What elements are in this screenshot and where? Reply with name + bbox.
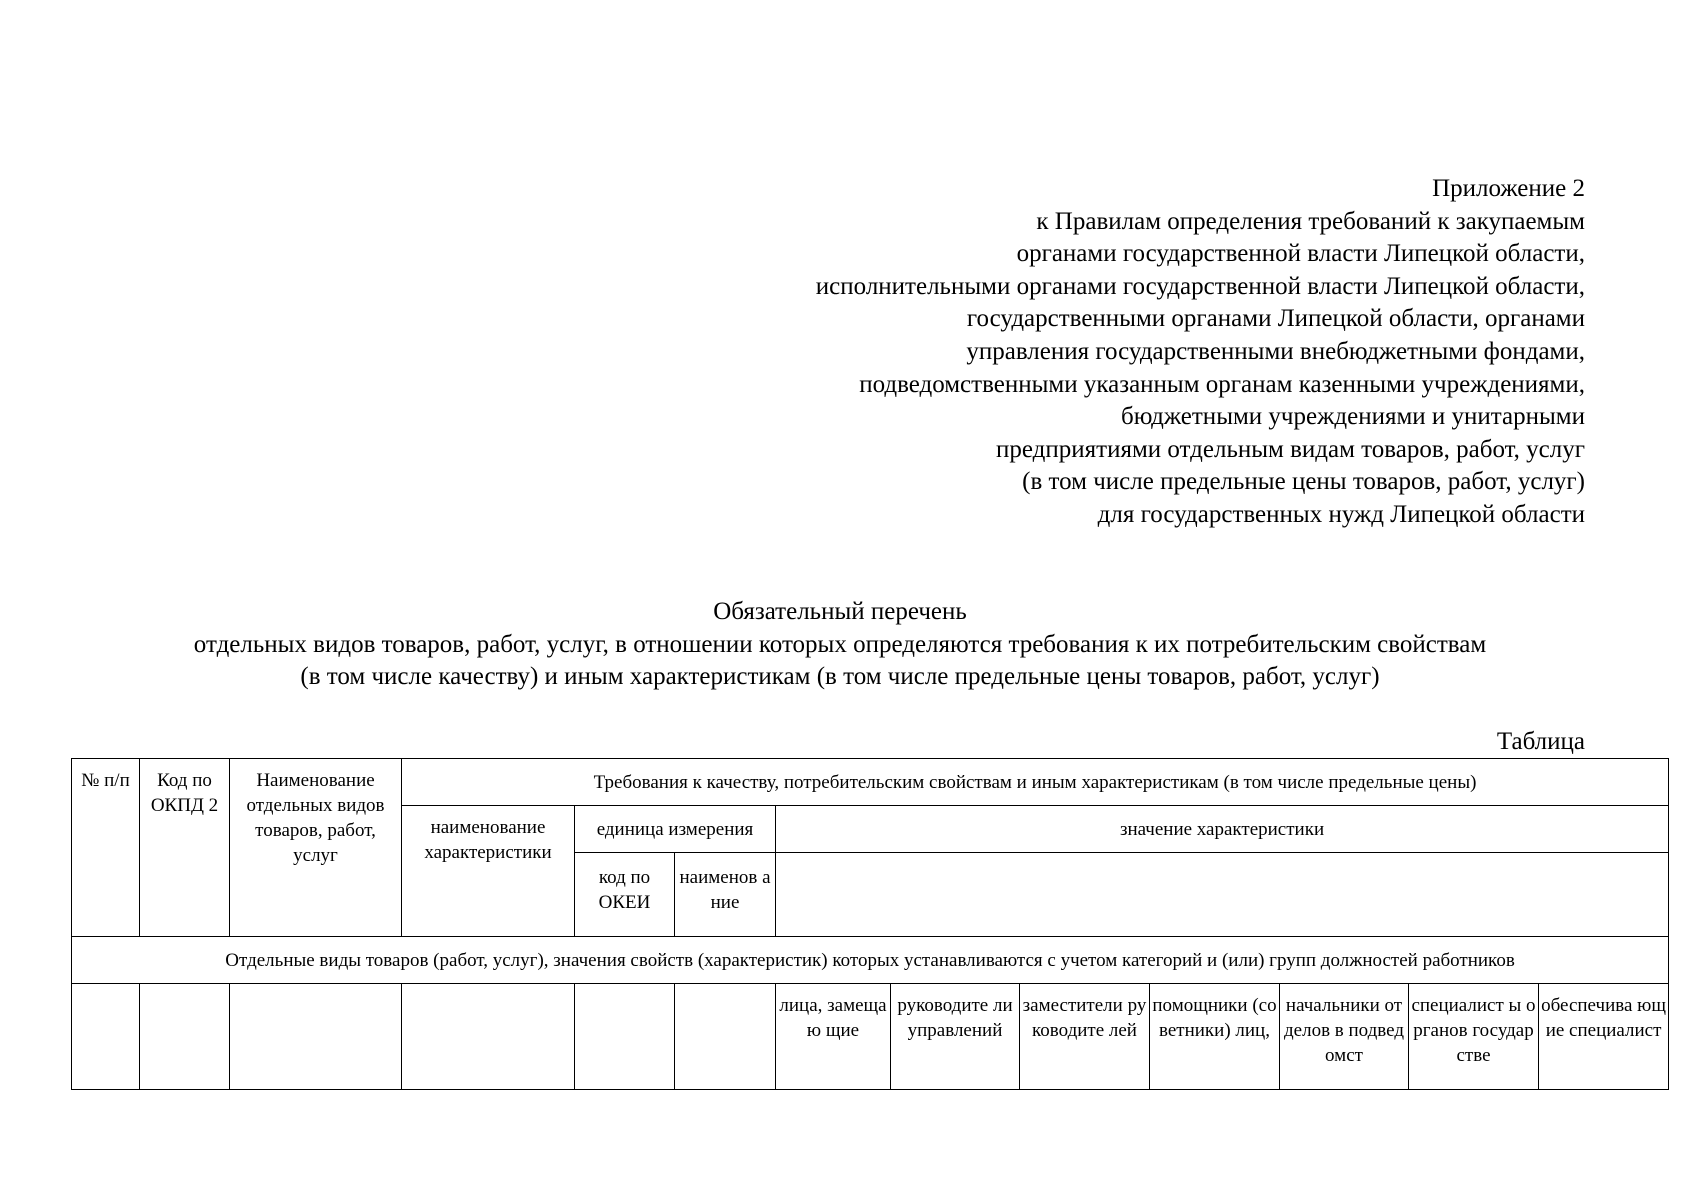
category-cell: заместители руководите лей (1020, 984, 1150, 1090)
requirements-table (71, 758, 1669, 1090)
appendix-header (816, 173, 1585, 532)
table-cell (72, 984, 140, 1090)
category-cell: руководите ли управлений (891, 984, 1020, 1090)
table-cell (575, 984, 675, 1090)
section-row-text: Отдельные виды товаров (работ, услуг), значения свойств (характеристик) которых устанавливаются с учетом категорий и (или) групп должностей работников (72, 937, 1669, 984)
table-cell (230, 984, 402, 1090)
table-row (72, 984, 1669, 1090)
header-unit: единица измерения (575, 806, 776, 853)
appendix-line: Приложение 2 (1432, 175, 1585, 202)
category-cell: специалист ы органов государстве (1409, 984, 1539, 1090)
header-characteristic-name: наименование характеристики (402, 806, 575, 937)
title-line: отдельных видов товаров, работ, услуг, в отношении которых определяются требования к их потребительским свойствам (193, 630, 1487, 658)
table-header-row (72, 759, 1669, 806)
table-cell (402, 984, 575, 1090)
appendix-line: для государственных нужд Липецкой области (1097, 500, 1585, 528)
appendix-line: исполнительными органами государственной власти Липецкой области, (815, 272, 1585, 300)
header-value-blank (776, 853, 1669, 937)
appendix-line: подведомственными указанным органам казенными учреждениями, (859, 370, 1585, 398)
document-title (0, 596, 1680, 694)
appendix-line: предприятиями отдельным видам товаров, работ, услуг (996, 435, 1585, 463)
table-caption: Таблица (1496, 728, 1585, 755)
table-cell (140, 984, 230, 1090)
section-row (72, 937, 1669, 984)
category-cell: обеспечива ющие специалист (1539, 984, 1669, 1090)
header-requirements: Требования к качеству, потребительским свойствам и иным характеристикам (в том числе предельные цены) (402, 759, 1669, 806)
category-cell: лица, замещаю щие (776, 984, 891, 1090)
appendix-line: (в том числе предельные цены товаров, работ, услуг) (1022, 468, 1585, 496)
table-cell (675, 984, 776, 1090)
appendix-line: управления государственными внебюджетными фондами, (966, 337, 1585, 365)
header-item-name: Наименование отдельных видов товаров, работ, услуг (230, 759, 402, 937)
header-unit-name: наименов ание (675, 853, 776, 937)
appendix-line: государственными органами Липецкой области, органами (966, 305, 1585, 333)
title-line: (в том числе качеству) и иным характеристикам (в том числе предельные цены товаров, работ, услуг) (300, 663, 1380, 691)
header-okei-code: код по ОКЕИ (575, 853, 675, 937)
title-line: Обязательный перечень (713, 598, 967, 625)
header-okpd: Код по ОКПД 2 (140, 759, 230, 937)
category-cell: помощники (советники) лиц, (1150, 984, 1280, 1090)
appendix-line: бюджетными учреждениями и унитарными (1121, 403, 1585, 431)
category-cell: начальники отделов в подведомст (1280, 984, 1409, 1090)
header-num: № п/п (72, 759, 140, 937)
header-characteristic-value: значение характеристики (776, 806, 1669, 853)
appendix-line: органами государственной власти Липецкой области, (1016, 240, 1585, 268)
appendix-line: к Правилам определения требований к закупаемым (1036, 207, 1585, 235)
